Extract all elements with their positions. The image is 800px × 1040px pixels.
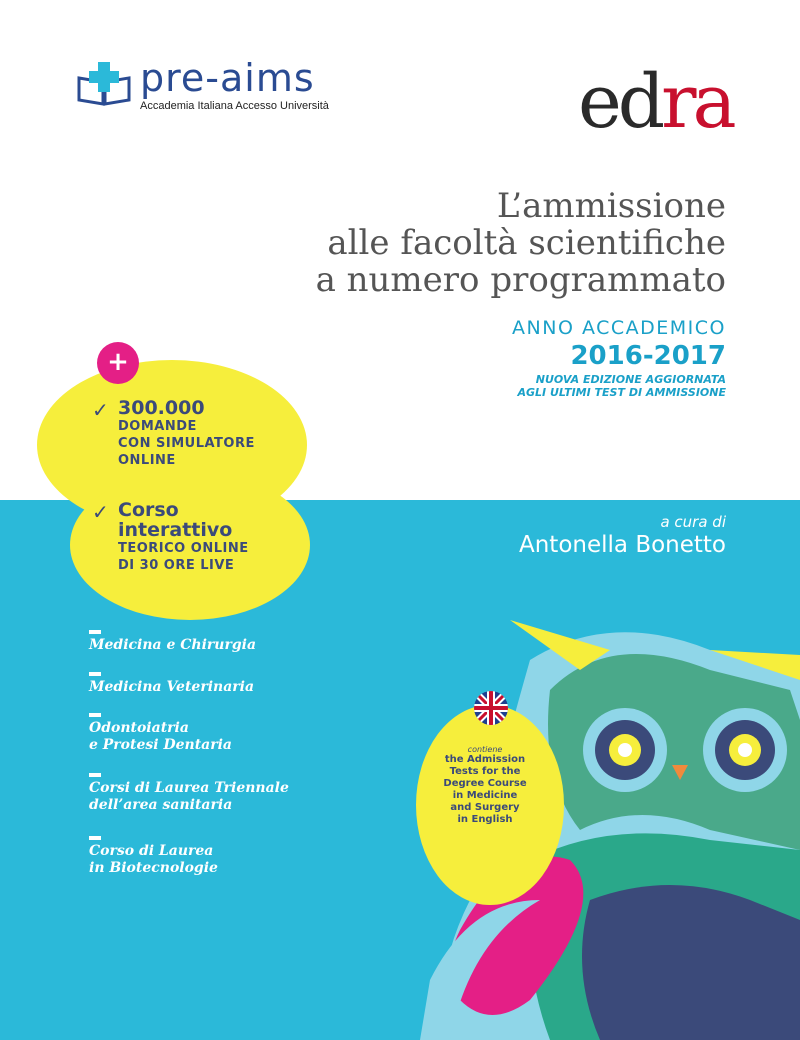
dash-marker	[89, 713, 101, 717]
admission-line: in English	[457, 814, 513, 825]
edra-logo-part1: ed	[578, 59, 662, 145]
bonus-item-course	[118, 500, 249, 574]
course-item	[89, 713, 232, 754]
course-item-line: Corsi di Laurea Triennale	[89, 780, 289, 796]
admission-intro: contiene	[467, 745, 503, 754]
course-title-1: Corso	[118, 499, 179, 521]
edition-line-1: NUOVA EDIZIONE AGGIORNATA	[535, 373, 726, 386]
edra-logo	[578, 59, 733, 145]
course-item-line: Odontoiatria	[89, 720, 189, 736]
uk-flag-icon	[474, 691, 508, 725]
course-item	[89, 630, 256, 654]
questions-line-2: CON SIMULATORE	[118, 436, 255, 451]
questions-line-1: DOMANDE	[118, 419, 197, 434]
dash-marker	[89, 773, 101, 777]
edition-line-2: AGLI ULTIMI TEST DI AMMISSIONE	[517, 386, 726, 399]
dash-marker	[89, 630, 101, 634]
edra-logo-part2: ra	[661, 59, 733, 145]
course-item-line: in Biotecnologie	[89, 860, 218, 876]
course-item-line: Medicina e Chirurgia	[89, 637, 257, 653]
edition-note	[517, 373, 726, 399]
pre-aims-logo-text: pre-aims	[140, 56, 315, 100]
admission-text	[430, 754, 540, 826]
check-icon: ✓	[92, 398, 109, 422]
admission-line: in Medicine	[452, 790, 518, 801]
dash-marker	[89, 672, 101, 676]
questions-count: 300.000	[118, 397, 205, 419]
course-item-line: dell’area sanitaria	[89, 797, 233, 813]
admission-line: and Surgery	[450, 802, 520, 813]
admission-line: the Admission	[444, 754, 526, 765]
book-title	[316, 188, 726, 299]
title-line-1: L’ammissione	[496, 186, 726, 226]
course-item-line: Corso di Laurea	[89, 843, 214, 859]
curator-label: a cura di	[660, 513, 726, 531]
course-line-1: TEORICO ONLINE	[118, 541, 249, 556]
bonus-item-questions	[118, 398, 255, 469]
course-item	[89, 773, 289, 814]
check-icon: ✓	[92, 500, 109, 524]
book-cross-icon	[75, 62, 133, 106]
course-item	[89, 836, 218, 877]
title-line-2: alle facoltà scientifiche	[327, 223, 726, 263]
academic-year-value: 2016-2017	[570, 341, 726, 371]
plus-badge: +	[97, 342, 139, 384]
admission-line: Degree Course	[443, 778, 527, 789]
pre-aims-subtitle: Accademia Italiana Accesso Università	[140, 100, 329, 112]
course-title-2: interattivo	[118, 519, 233, 541]
questions-line-3: ONLINE	[118, 453, 176, 468]
author-name: Antonella Bonetto	[519, 532, 726, 558]
course-item	[89, 672, 254, 696]
dash-marker	[89, 836, 101, 840]
academic-year-label: ANNO ACCADEMICO	[512, 317, 726, 339]
admission-line: Tests for the	[449, 766, 521, 777]
course-item-line: e Protesi Dentaria	[89, 737, 233, 753]
course-line-2: DI 30 ORE LIVE	[118, 558, 235, 573]
course-item-line: Medicina Veterinaria	[89, 679, 255, 695]
title-line-3: a numero programmato	[315, 260, 726, 300]
